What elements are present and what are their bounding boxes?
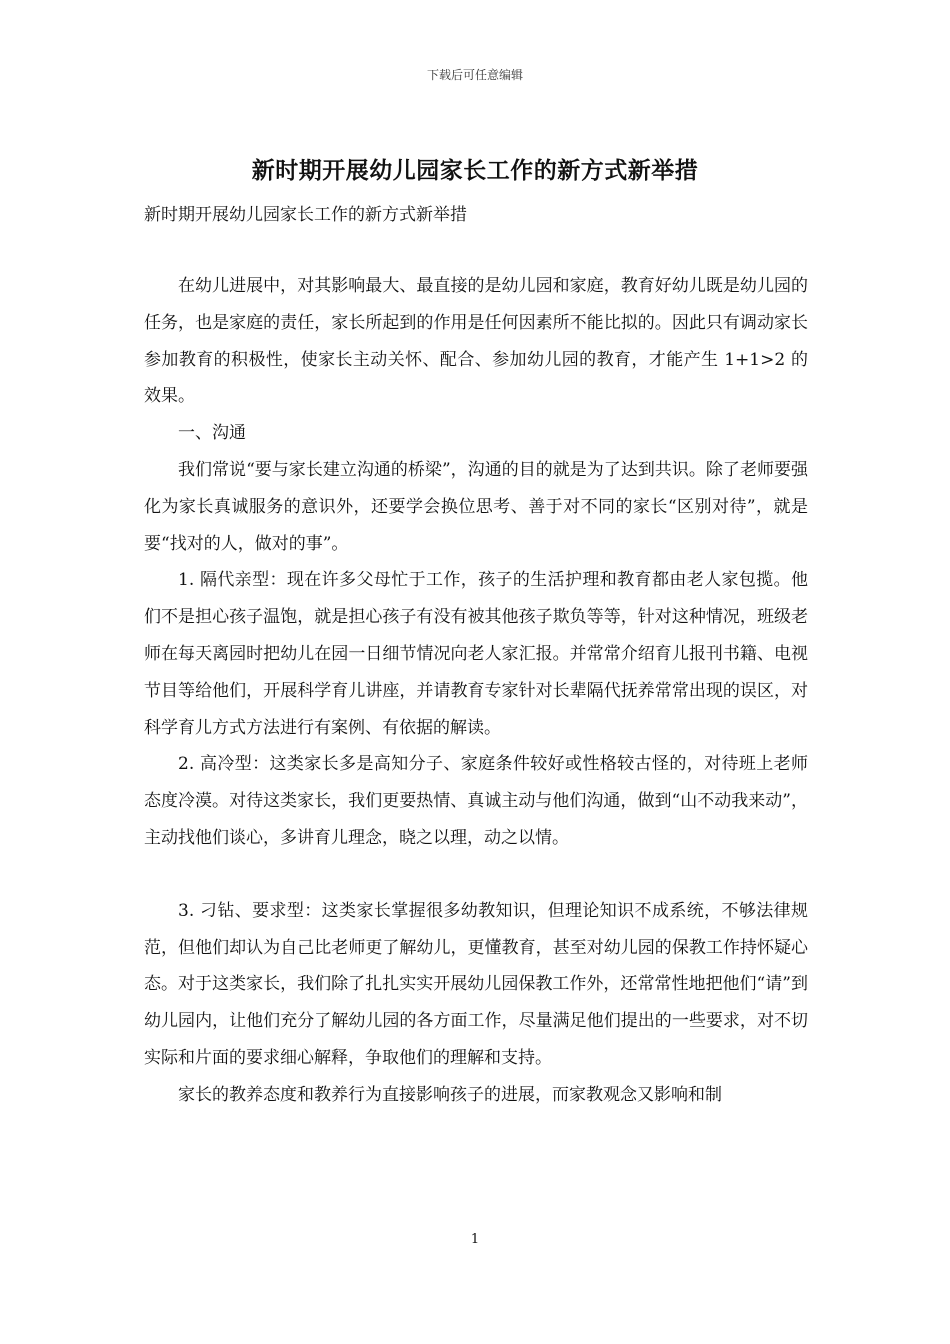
paragraph-type-1: 1. 隔代亲型：现在许多父母忙于工作，孩子的生活护理和教育都由老人家包揽。他们不是担心孩子温饱，就是担心孩子有没有被其他孩子欺负等等，针对这种情况，班级老师在每天离园时把幼儿在园一日细节情况向老人家汇报。并常常介绍育儿报刊书籍、电视节目等给他们，开展科学育儿讲座，并请教育专家针对长辈隔代抚养常常出现的误区，对科学育儿方式方法进行有案例、有依据的解读。	[144, 570, 808, 738]
paragraph-communication: 我们常说“要与家长建立沟通的桥梁”，沟通的目的就是为了达到共识。除了老师要强化为家长真诚服务的意识外，还要学会换位思考、善于对不同的家长“区别对待”，就是要“找对的人，做对的事”。	[144, 459, 808, 554]
page-number: 1	[470, 1232, 480, 1247]
paragraph-intro: 在幼儿进展中，对其影响最大、最直接的是幼儿园和家庭，教育好幼儿既是幼儿园的任务，也是家庭的责任，家长所起到的作用是任何因素所不能比拟的。因此只有调动家长参加教育的积极性，使家长主动关怀、配合、参加幼儿园的教育，才能产生 1+1>2 的效果。	[144, 276, 808, 407]
document-body	[144, 268, 808, 1114]
paragraph-type-2: 2. 高冷型：这类家长多是高知分子、家庭条件较好或性格较古怪的，对待班上老师态度冷漠。对待这类家长，我们更要热情、真诚主动与他们沟通，做到“山不动我来动”，主动找他们谈心，多讲育儿理念，晓之以理，动之以情。	[144, 754, 808, 848]
section-heading-communication: 一、沟通	[178, 423, 246, 444]
paragraph-type-3: 3. 刁钻、要求型：这类家长掌握很多幼教知识，但理论知识不成系统，不够法律规范，但他们却认为自己比老师更了解幼儿，更懂教育，甚至对幼儿园的保教工作持怀疑心态。对于这类家长，我们除了扎扎实实开展幼儿园保教工作外，还常常性地把他们“请”到幼儿园内，让他们充分了解幼儿园的各方面工作，尽量满足他们提出的一些要求，对不切实际和片面的要求细心解释，争取他们的理解和支持。	[144, 900, 808, 1068]
paragraph-parenting: 家长的教养态度和教养行为直接影响孩子的进展，而家教观念又影响和制	[178, 1084, 722, 1105]
page-header-note: 下载后可任意编辑	[426, 68, 523, 82]
document-subtitle: 新时期开展幼儿园家长工作的新方式新举措	[144, 205, 467, 225]
document-title: 新时期开展幼儿园家长工作的新方式新举措	[251, 157, 699, 184]
